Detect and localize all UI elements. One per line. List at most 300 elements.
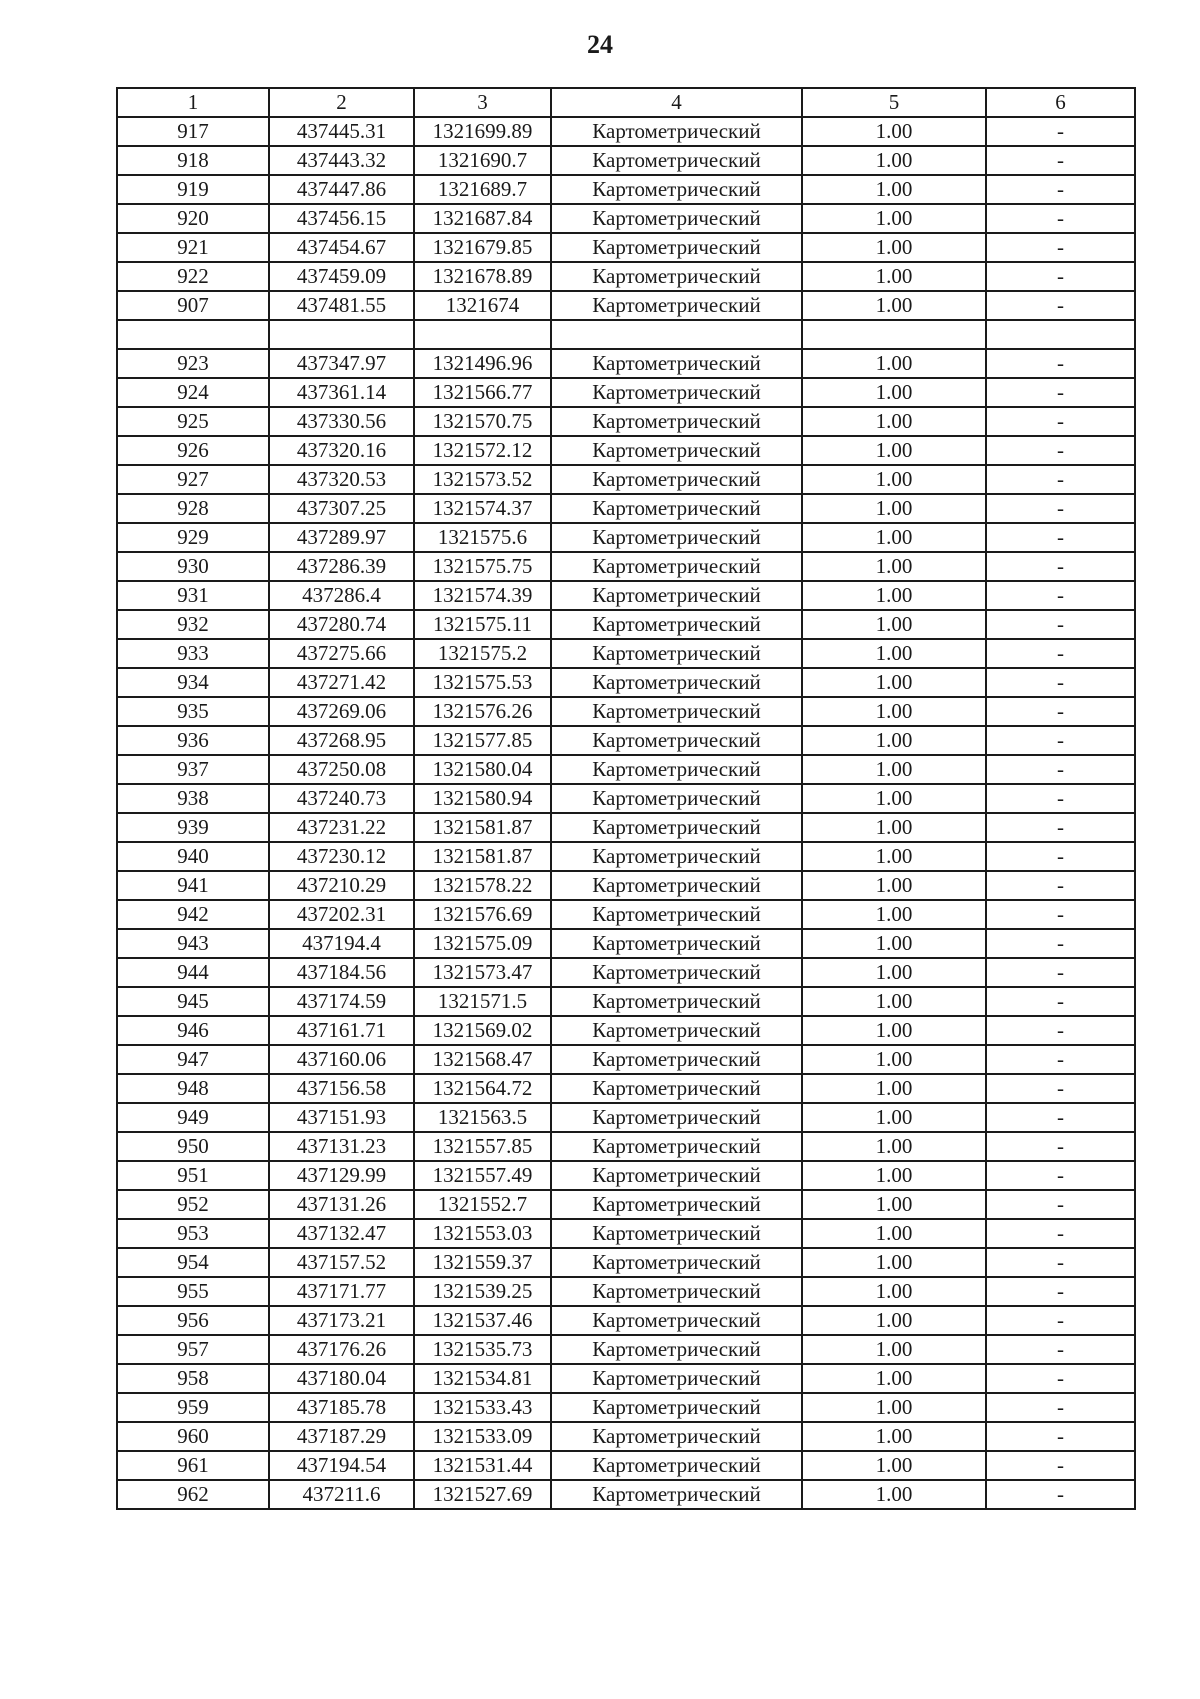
accuracy-cell: 1.00: [802, 1161, 986, 1190]
point-number-cell: 958: [117, 1364, 269, 1393]
method-cell: Картометрический: [551, 900, 802, 929]
note-cell: -: [986, 900, 1135, 929]
accuracy-cell: 1.00: [802, 117, 986, 146]
method-cell: Картометрический: [551, 1074, 802, 1103]
accuracy-cell: 1.00: [802, 784, 986, 813]
method-cell: Картометрический: [551, 1393, 802, 1422]
accuracy-cell: 1.00: [802, 871, 986, 900]
note-cell: -: [986, 610, 1135, 639]
y-coordinate-cell: 1321575.2: [414, 639, 551, 668]
note-cell: -: [986, 726, 1135, 755]
note-cell: -: [986, 494, 1135, 523]
x-coordinate-cell: 437456.15: [269, 204, 414, 233]
y-coordinate-cell: 1321573.47: [414, 958, 551, 987]
note-cell: [986, 320, 1135, 349]
table-row: [117, 929, 1135, 958]
method-cell: Картометрический: [551, 1306, 802, 1335]
accuracy-cell: 1.00: [802, 1393, 986, 1422]
method-cell: Картометрический: [551, 1364, 802, 1393]
y-coordinate-cell: 1321533.43: [414, 1393, 551, 1422]
method-cell: Картометрический: [551, 987, 802, 1016]
note-cell: -: [986, 1335, 1135, 1364]
point-number-cell: 925: [117, 407, 269, 436]
method-cell: Картометрический: [551, 1480, 802, 1509]
accuracy-cell: 1.00: [802, 1422, 986, 1451]
table-row: [117, 1132, 1135, 1161]
x-coordinate-cell: 437210.29: [269, 871, 414, 900]
note-cell: -: [986, 987, 1135, 1016]
table-body: [117, 117, 1135, 1509]
note-cell: -: [986, 1277, 1135, 1306]
note-cell: -: [986, 1480, 1135, 1509]
note-cell: -: [986, 697, 1135, 726]
y-coordinate-cell: 1321575.53: [414, 668, 551, 697]
method-cell: Картометрический: [551, 668, 802, 697]
y-coordinate-cell: 1321553.03: [414, 1219, 551, 1248]
x-coordinate-cell: 437131.26: [269, 1190, 414, 1219]
x-coordinate-cell: 437171.77: [269, 1277, 414, 1306]
x-coordinate-cell: 437173.21: [269, 1306, 414, 1335]
note-cell: -: [986, 1132, 1135, 1161]
method-cell: Картометрический: [551, 233, 802, 262]
column-header: 4: [551, 88, 802, 117]
point-number-cell: 938: [117, 784, 269, 813]
x-coordinate-cell: 437156.58: [269, 1074, 414, 1103]
y-coordinate-cell: 1321575.09: [414, 929, 551, 958]
accuracy-cell: 1.00: [802, 204, 986, 233]
method-cell: Картометрический: [551, 407, 802, 436]
accuracy-cell: 1.00: [802, 1335, 986, 1364]
method-cell: Картометрический: [551, 813, 802, 842]
point-number-cell: 934: [117, 668, 269, 697]
x-coordinate-cell: 437176.26: [269, 1335, 414, 1364]
note-cell: -: [986, 523, 1135, 552]
point-number-cell: 928: [117, 494, 269, 523]
y-coordinate-cell: 1321674: [414, 291, 551, 320]
table-row: [117, 175, 1135, 204]
column-header: 1: [117, 88, 269, 117]
y-coordinate-cell: 1321690.7: [414, 146, 551, 175]
method-cell: Картометрический: [551, 378, 802, 407]
y-coordinate-cell: 1321573.52: [414, 465, 551, 494]
x-coordinate-cell: 437481.55: [269, 291, 414, 320]
accuracy-cell: 1.00: [802, 1016, 986, 1045]
table-row: [117, 1480, 1135, 1509]
accuracy-cell: 1.00: [802, 233, 986, 262]
table-row: [117, 871, 1135, 900]
method-cell: Картометрический: [551, 755, 802, 784]
method-cell: Картометрический: [551, 784, 802, 813]
table-row: [117, 1161, 1135, 1190]
table-row: [117, 1422, 1135, 1451]
x-coordinate-cell: 437161.71: [269, 1016, 414, 1045]
point-number-cell: 957: [117, 1335, 269, 1364]
y-coordinate-cell: 1321572.12: [414, 436, 551, 465]
accuracy-cell: 1.00: [802, 1103, 986, 1132]
table-row: [117, 1103, 1135, 1132]
table-row: [117, 407, 1135, 436]
note-cell: -: [986, 1306, 1135, 1335]
x-coordinate-cell: 437269.06: [269, 697, 414, 726]
accuracy-cell: 1.00: [802, 1248, 986, 1277]
x-coordinate-cell: 437268.95: [269, 726, 414, 755]
point-number-cell: 935: [117, 697, 269, 726]
note-cell: -: [986, 871, 1135, 900]
table-row: [117, 1335, 1135, 1364]
point-number-cell: 921: [117, 233, 269, 262]
table-row: [117, 610, 1135, 639]
x-coordinate-cell: 437231.22: [269, 813, 414, 842]
method-cell: Картометрический: [551, 726, 802, 755]
point-number-cell: 930: [117, 552, 269, 581]
table-row: [117, 1219, 1135, 1248]
y-coordinate-cell: 1321580.94: [414, 784, 551, 813]
method-cell: Картометрический: [551, 1248, 802, 1277]
x-coordinate-cell: 437289.97: [269, 523, 414, 552]
column-header: 5: [802, 88, 986, 117]
method-cell: Картометрический: [551, 465, 802, 494]
y-coordinate-cell: 1321578.22: [414, 871, 551, 900]
point-number-cell: 953: [117, 1219, 269, 1248]
note-cell: -: [986, 436, 1135, 465]
point-number-cell: 945: [117, 987, 269, 1016]
point-number-cell: 924: [117, 378, 269, 407]
point-number-cell: [117, 320, 269, 349]
point-number-cell: 922: [117, 262, 269, 291]
x-coordinate-cell: 437194.54: [269, 1451, 414, 1480]
table-row: [117, 726, 1135, 755]
method-cell: Картометрический: [551, 117, 802, 146]
method-cell: Картометрический: [551, 1219, 802, 1248]
point-number-cell: 946: [117, 1016, 269, 1045]
y-coordinate-cell: 1321534.81: [414, 1364, 551, 1393]
method-cell: Картометрический: [551, 436, 802, 465]
accuracy-cell: 1.00: [802, 378, 986, 407]
accuracy-cell: 1.00: [802, 958, 986, 987]
note-cell: -: [986, 581, 1135, 610]
accuracy-cell: 1.00: [802, 929, 986, 958]
method-cell: Картометрический: [551, 1422, 802, 1451]
note-cell: -: [986, 1393, 1135, 1422]
method-cell: Картометрический: [551, 1132, 802, 1161]
coordinates-table: [116, 87, 1136, 1510]
method-cell: Картометрический: [551, 842, 802, 871]
table-row: [117, 581, 1135, 610]
method-cell: Картометрический: [551, 639, 802, 668]
accuracy-cell: 1.00: [802, 726, 986, 755]
table-row: [117, 494, 1135, 523]
x-coordinate-cell: 437459.09: [269, 262, 414, 291]
point-number-cell: 955: [117, 1277, 269, 1306]
note-cell: -: [986, 1074, 1135, 1103]
x-coordinate-cell: 437347.97: [269, 349, 414, 378]
accuracy-cell: 1.00: [802, 1074, 986, 1103]
y-coordinate-cell: 1321557.49: [414, 1161, 551, 1190]
x-coordinate-cell: 437447.86: [269, 175, 414, 204]
accuracy-cell: [802, 320, 986, 349]
note-cell: -: [986, 146, 1135, 175]
method-cell: Картометрический: [551, 958, 802, 987]
note-cell: -: [986, 204, 1135, 233]
y-coordinate-cell: 1321581.87: [414, 813, 551, 842]
point-number-cell: 949: [117, 1103, 269, 1132]
method-cell: Картометрический: [551, 1016, 802, 1045]
method-cell: Картометрический: [551, 697, 802, 726]
note-cell: -: [986, 842, 1135, 871]
table-row: [117, 146, 1135, 175]
note-cell: -: [986, 1103, 1135, 1132]
x-coordinate-cell: 437151.93: [269, 1103, 414, 1132]
accuracy-cell: 1.00: [802, 494, 986, 523]
table-row: [117, 668, 1135, 697]
accuracy-cell: 1.00: [802, 465, 986, 494]
x-coordinate-cell: 437445.31: [269, 117, 414, 146]
column-header: 2: [269, 88, 414, 117]
x-coordinate-cell: 437174.59: [269, 987, 414, 1016]
point-number-cell: 954: [117, 1248, 269, 1277]
x-coordinate-cell: 437275.66: [269, 639, 414, 668]
note-cell: -: [986, 117, 1135, 146]
point-number-cell: 927: [117, 465, 269, 494]
note-cell: -: [986, 1161, 1135, 1190]
table-row: [117, 1190, 1135, 1219]
x-coordinate-cell: 437157.52: [269, 1248, 414, 1277]
method-cell: Картометрический: [551, 1045, 802, 1074]
accuracy-cell: 1.00: [802, 581, 986, 610]
method-cell: Картометрический: [551, 175, 802, 204]
note-cell: -: [986, 958, 1135, 987]
point-number-cell: 926: [117, 436, 269, 465]
table-row: [117, 1277, 1135, 1306]
note-cell: -: [986, 1219, 1135, 1248]
method-cell: [551, 320, 802, 349]
y-coordinate-cell: 1321571.5: [414, 987, 551, 1016]
table-row: [117, 639, 1135, 668]
accuracy-cell: 1.00: [802, 262, 986, 291]
y-coordinate-cell: 1321581.87: [414, 842, 551, 871]
x-coordinate-cell: [269, 320, 414, 349]
accuracy-cell: 1.00: [802, 610, 986, 639]
x-coordinate-cell: 437250.08: [269, 755, 414, 784]
note-cell: -: [986, 407, 1135, 436]
accuracy-cell: 1.00: [802, 436, 986, 465]
note-cell: -: [986, 1045, 1135, 1074]
point-number-cell: 944: [117, 958, 269, 987]
table-row: [117, 697, 1135, 726]
y-coordinate-cell: 1321574.37: [414, 494, 551, 523]
table-row: [117, 378, 1135, 407]
y-coordinate-cell: 1321535.73: [414, 1335, 551, 1364]
accuracy-cell: 1.00: [802, 697, 986, 726]
method-cell: Картометрический: [551, 1161, 802, 1190]
note-cell: -: [986, 552, 1135, 581]
accuracy-cell: 1.00: [802, 1480, 986, 1509]
table-row: [117, 1451, 1135, 1480]
note-cell: -: [986, 668, 1135, 697]
point-number-cell: 948: [117, 1074, 269, 1103]
accuracy-cell: 1.00: [802, 1451, 986, 1480]
note-cell: -: [986, 1190, 1135, 1219]
y-coordinate-cell: 1321580.04: [414, 755, 551, 784]
x-coordinate-cell: 437202.31: [269, 900, 414, 929]
point-number-cell: 932: [117, 610, 269, 639]
point-number-cell: 929: [117, 523, 269, 552]
note-cell: -: [986, 175, 1135, 204]
x-coordinate-cell: 437361.14: [269, 378, 414, 407]
y-coordinate-cell: 1321678.89: [414, 262, 551, 291]
point-number-cell: 907: [117, 291, 269, 320]
x-coordinate-cell: 437280.74: [269, 610, 414, 639]
y-coordinate-cell: 1321527.69: [414, 1480, 551, 1509]
method-cell: Картометрический: [551, 1103, 802, 1132]
method-cell: Картометрический: [551, 349, 802, 378]
accuracy-cell: 1.00: [802, 291, 986, 320]
x-coordinate-cell: 437320.53: [269, 465, 414, 494]
table-row: [117, 842, 1135, 871]
note-cell: -: [986, 1016, 1135, 1045]
y-coordinate-cell: 1321576.69: [414, 900, 551, 929]
x-coordinate-cell: 437330.56: [269, 407, 414, 436]
table-row: [117, 233, 1135, 262]
point-number-cell: 950: [117, 1132, 269, 1161]
table-row: [117, 523, 1135, 552]
x-coordinate-cell: 437185.78: [269, 1393, 414, 1422]
x-coordinate-cell: 437240.73: [269, 784, 414, 813]
table-row: [117, 465, 1135, 494]
accuracy-cell: 1.00: [802, 1306, 986, 1335]
note-cell: -: [986, 262, 1135, 291]
x-coordinate-cell: 437187.29: [269, 1422, 414, 1451]
x-coordinate-cell: 437184.56: [269, 958, 414, 987]
point-number-cell: 931: [117, 581, 269, 610]
x-coordinate-cell: 437286.39: [269, 552, 414, 581]
table-row: [117, 1045, 1135, 1074]
note-cell: -: [986, 233, 1135, 262]
note-cell: -: [986, 1422, 1135, 1451]
x-coordinate-cell: 437307.25: [269, 494, 414, 523]
accuracy-cell: 1.00: [802, 407, 986, 436]
table-row: [117, 204, 1135, 233]
point-number-cell: 923: [117, 349, 269, 378]
y-coordinate-cell: [414, 320, 551, 349]
x-coordinate-cell: 437320.16: [269, 436, 414, 465]
x-coordinate-cell: 437454.67: [269, 233, 414, 262]
y-coordinate-cell: 1321563.5: [414, 1103, 551, 1132]
y-coordinate-cell: 1321576.26: [414, 697, 551, 726]
method-cell: Картометрический: [551, 1335, 802, 1364]
table-row: [117, 1364, 1135, 1393]
point-number-cell: 956: [117, 1306, 269, 1335]
point-number-cell: 962: [117, 1480, 269, 1509]
point-number-cell: 920: [117, 204, 269, 233]
note-cell: -: [986, 465, 1135, 494]
note-cell: -: [986, 1248, 1135, 1277]
table-row: [117, 349, 1135, 378]
point-number-cell: 943: [117, 929, 269, 958]
point-number-cell: 940: [117, 842, 269, 871]
y-coordinate-cell: 1321531.44: [414, 1451, 551, 1480]
table-row: [117, 784, 1135, 813]
accuracy-cell: 1.00: [802, 1045, 986, 1074]
y-coordinate-cell: 1321539.25: [414, 1277, 551, 1306]
y-coordinate-cell: 1321570.75: [414, 407, 551, 436]
accuracy-cell: 1.00: [802, 813, 986, 842]
accuracy-cell: 1.00: [802, 987, 986, 1016]
method-cell: Картометрический: [551, 146, 802, 175]
y-coordinate-cell: 1321568.47: [414, 1045, 551, 1074]
note-cell: -: [986, 813, 1135, 842]
table-row: [117, 958, 1135, 987]
accuracy-cell: 1.00: [802, 1277, 986, 1306]
point-number-cell: 937: [117, 755, 269, 784]
accuracy-cell: 1.00: [802, 1132, 986, 1161]
table-row: [117, 813, 1135, 842]
y-coordinate-cell: 1321574.39: [414, 581, 551, 610]
accuracy-cell: 1.00: [802, 552, 986, 581]
point-number-cell: 941: [117, 871, 269, 900]
accuracy-cell: 1.00: [802, 523, 986, 552]
point-number-cell: 952: [117, 1190, 269, 1219]
point-number-cell: 919: [117, 175, 269, 204]
column-header: 6: [986, 88, 1135, 117]
x-coordinate-cell: 437129.99: [269, 1161, 414, 1190]
y-coordinate-cell: 1321559.37: [414, 1248, 551, 1277]
accuracy-cell: 1.00: [802, 755, 986, 784]
table-row: [117, 291, 1135, 320]
point-number-cell: 936: [117, 726, 269, 755]
accuracy-cell: 1.00: [802, 349, 986, 378]
y-coordinate-cell: 1321679.85: [414, 233, 551, 262]
y-coordinate-cell: 1321575.11: [414, 610, 551, 639]
point-number-cell: 960: [117, 1422, 269, 1451]
accuracy-cell: 1.00: [802, 1364, 986, 1393]
point-number-cell: 933: [117, 639, 269, 668]
y-coordinate-cell: 1321699.89: [414, 117, 551, 146]
note-cell: -: [986, 291, 1135, 320]
x-coordinate-cell: 437230.12: [269, 842, 414, 871]
method-cell: Картометрический: [551, 1451, 802, 1480]
note-cell: -: [986, 1451, 1135, 1480]
y-coordinate-cell: 1321537.46: [414, 1306, 551, 1335]
method-cell: Картометрический: [551, 552, 802, 581]
point-number-cell: 951: [117, 1161, 269, 1190]
point-number-cell: 942: [117, 900, 269, 929]
note-cell: -: [986, 1364, 1135, 1393]
method-cell: Картометрический: [551, 1277, 802, 1306]
note-cell: -: [986, 639, 1135, 668]
method-cell: Картометрический: [551, 204, 802, 233]
accuracy-cell: 1.00: [802, 900, 986, 929]
y-coordinate-cell: 1321533.09: [414, 1422, 551, 1451]
x-coordinate-cell: 437443.32: [269, 146, 414, 175]
method-cell: Картометрический: [551, 1190, 802, 1219]
table-row: [117, 755, 1135, 784]
y-coordinate-cell: 1321575.6: [414, 523, 551, 552]
x-coordinate-cell: 437131.23: [269, 1132, 414, 1161]
table-row: [117, 262, 1135, 291]
accuracy-cell: 1.00: [802, 1219, 986, 1248]
point-number-cell: 917: [117, 117, 269, 146]
y-coordinate-cell: 1321564.72: [414, 1074, 551, 1103]
accuracy-cell: 1.00: [802, 668, 986, 697]
point-number-cell: 947: [117, 1045, 269, 1074]
method-cell: Картометрический: [551, 581, 802, 610]
table-row: [117, 436, 1135, 465]
y-coordinate-cell: 1321566.77: [414, 378, 551, 407]
accuracy-cell: 1.00: [802, 146, 986, 175]
method-cell: Картометрический: [551, 929, 802, 958]
note-cell: -: [986, 929, 1135, 958]
